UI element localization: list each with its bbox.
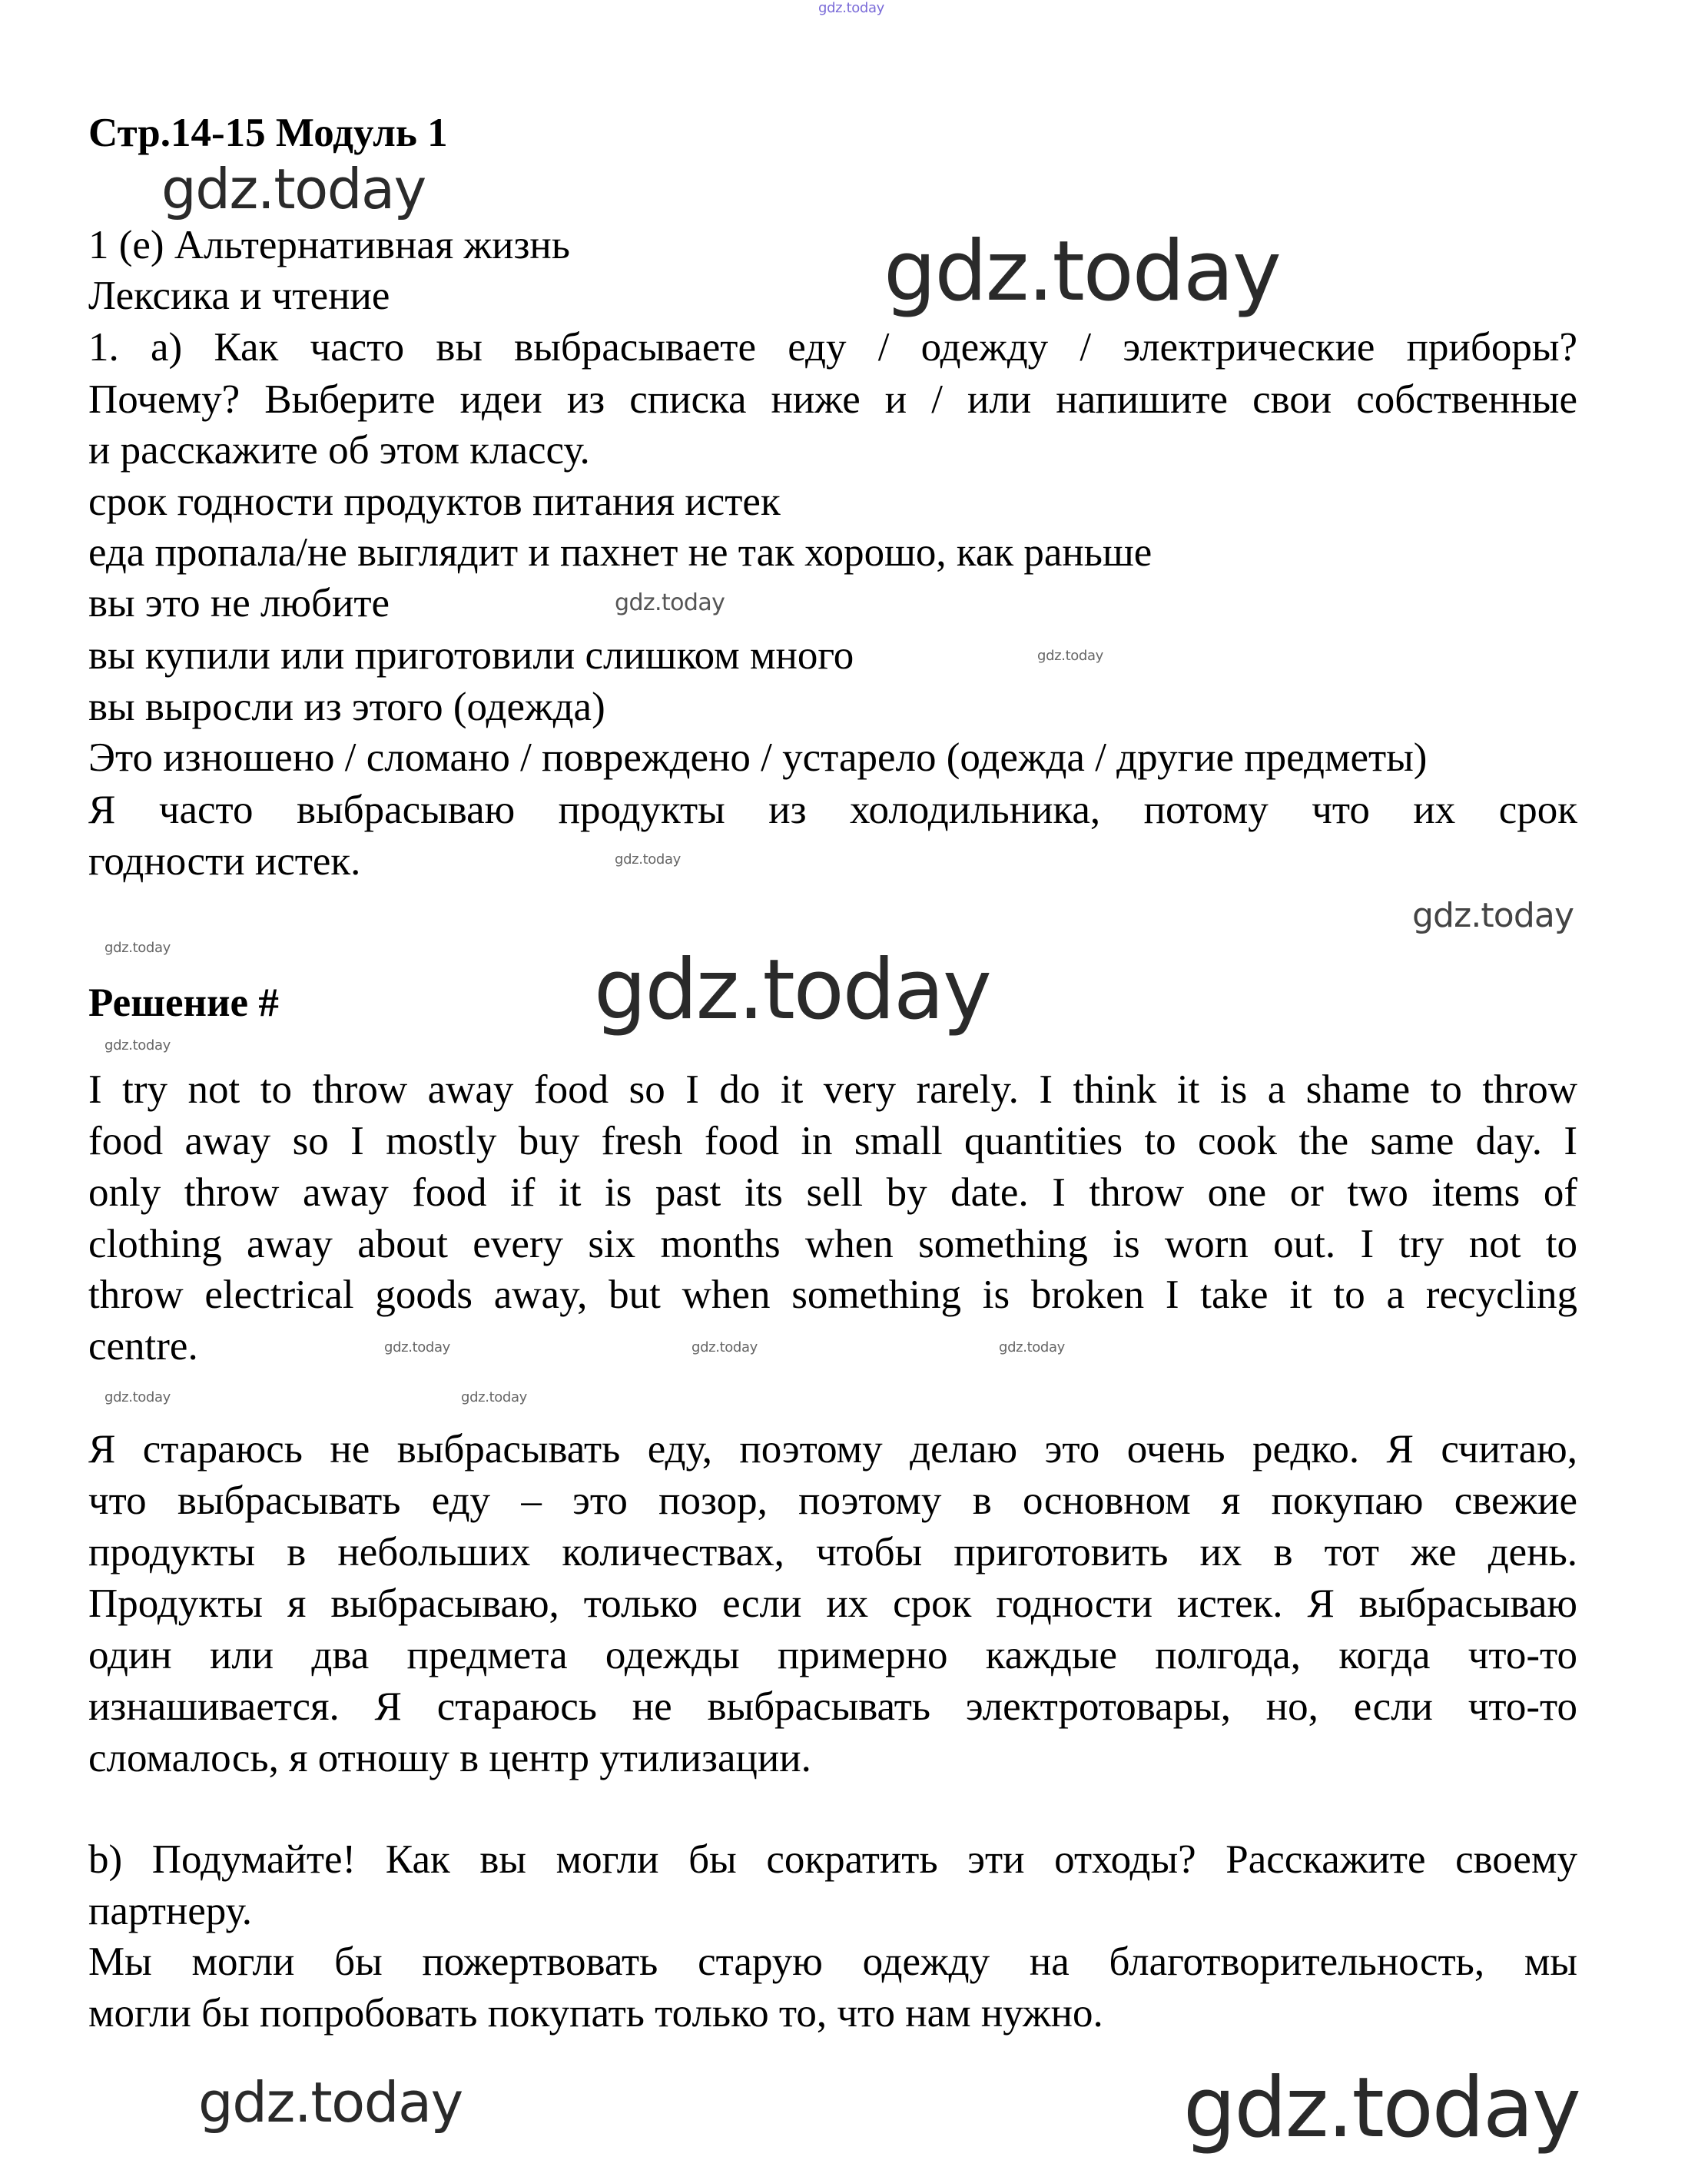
watermark: gdz.today [1037, 648, 1103, 664]
english-text: only throw away food if it is past its sell by date. I throw one or two items of [88, 1170, 1577, 1215]
part-b-text: b) Подумайте! Как вы могли бы сократить эти отходы? Расскажите своему [88, 1837, 1577, 1882]
russian-text: один или два предмета одежды примерно каждые полгода, когда что-то [88, 1633, 1577, 1677]
russian-text: Продукты я выбрасываю, только если их срок годности истек. Я выбрасываю [88, 1581, 1577, 1626]
watermark: gdz.today [1183, 2060, 1580, 2156]
part-b-text: партнеру. [88, 1889, 252, 1933]
watermark: gdz.today [161, 157, 426, 221]
watermark: gdz.today [104, 1389, 171, 1405]
example-text: Я часто выбрасываю продукты из холодильника, потому что их срок [88, 788, 1577, 832]
list-item: Это изношено / сломано / повреждено / устарело (одежда / другие предметы) [88, 735, 1428, 780]
list-item: еда пропала/не выглядит и пахнет не так хорошо, как раньше [88, 530, 1152, 575]
watermark: gdz.today [999, 1339, 1065, 1355]
russian-text: продукты в небольших количествах, чтобы приготовить их в тот же день. [88, 1530, 1577, 1574]
russian-text: сломалось, я отношу в центр утилизации. [88, 1736, 811, 1780]
watermark: gdz.today [615, 589, 725, 616]
watermark: gdz.today [104, 940, 171, 956]
english-text: throw electrical goods away, but when something is broken I take it to a recycling [88, 1272, 1577, 1317]
list-item: вы купили или приготовили слишком много [88, 633, 854, 678]
solution-heading: Решение # [88, 980, 279, 1025]
english-text: clothing away about every six months when something is worn out. I try not to [88, 1222, 1577, 1266]
watermark: gdz.today [1412, 896, 1574, 935]
task-text: и расскажите об этом классу. [88, 428, 590, 473]
russian-text: изнашивается. Я стараюсь не выбрасывать электротовары, но, если что-то [88, 1684, 1577, 1729]
part-b-answer: Мы могли бы пожертвовать старую одежду на благотворительность, мы [88, 1939, 1577, 1984]
page-title: Стр.14-15 Модуль 1 [88, 111, 448, 155]
task-text: Почему? Выберите идеи из списка ниже и / или напишите свои собственные [88, 377, 1577, 422]
watermark: gdz.today [198, 2070, 463, 2135]
english-text: food away so I mostly buy fresh food in small quantities to cook the same day. I [88, 1119, 1577, 1163]
watermark: gdz.today [594, 942, 990, 1038]
watermark: gdz.today [615, 851, 681, 868]
part-b-answer: могли бы попробовать покупать только то, что нам нужно. [88, 1991, 1103, 2036]
english-text: centre. [88, 1324, 198, 1369]
russian-text: что выбрасывать еду – это позор, поэтому в основном я покупаю свежие [88, 1478, 1577, 1523]
watermark: gdz.today [884, 224, 1280, 320]
watermark: gdz.today [461, 1389, 527, 1405]
example-text: годности истек. [88, 839, 361, 884]
list-item: срок годности продуктов питания истек [88, 479, 781, 524]
watermark: gdz.today [384, 1339, 450, 1355]
list-item: вы выросли из этого (одежда) [88, 685, 605, 729]
english-text: I try not to throw away food so I do it very rarely. I think it is a shame to throw [88, 1067, 1577, 1112]
task-text: 1. a) Как часто вы выбрасываете еду / одежду / электрические приборы? [88, 325, 1577, 370]
list-item: вы это не любите [88, 581, 390, 625]
watermark: gdz.today [691, 1339, 758, 1355]
watermark: gdz.today [104, 1037, 171, 1053]
section-title: 1 (e) Альтернативная жизнь [88, 223, 570, 267]
russian-text: Я стараюсь не выбрасывать еду, поэтому делаю это очень редко. Я считаю, [88, 1427, 1577, 1472]
watermark: gdz.today [818, 0, 884, 16]
section-subtitle: Лексика и чтение [88, 274, 390, 318]
